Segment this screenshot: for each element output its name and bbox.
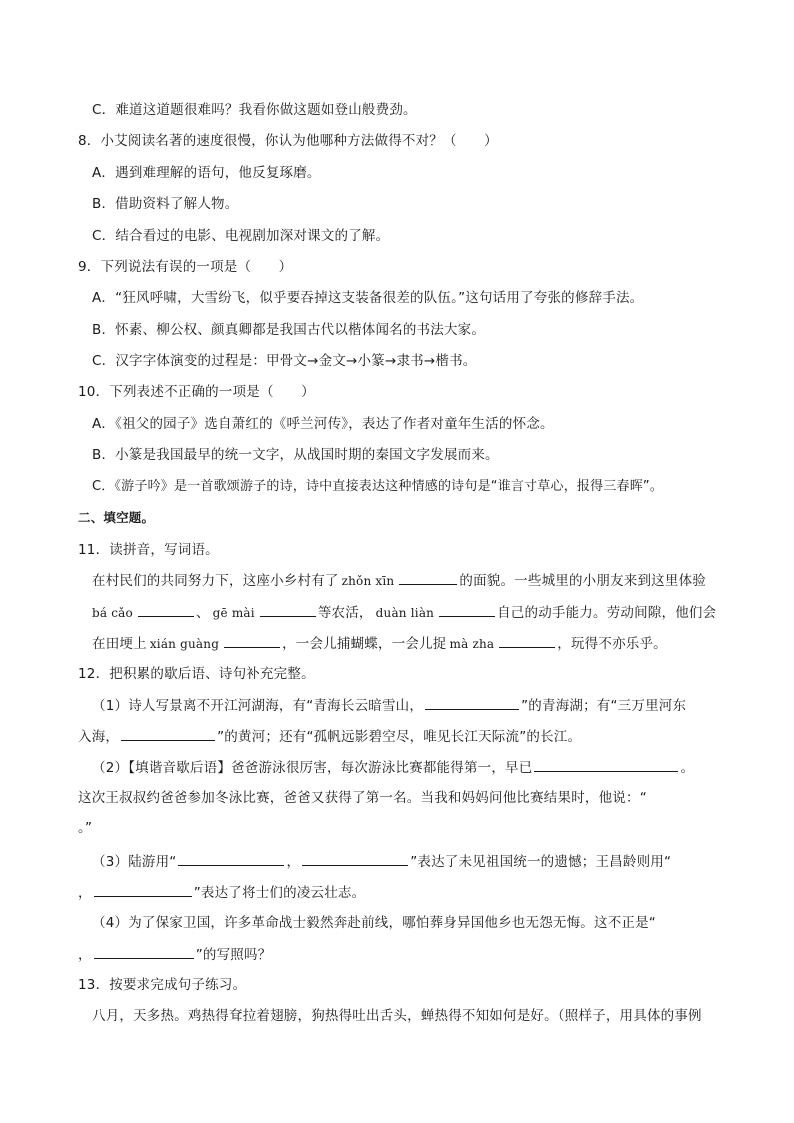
answer-blank[interactable] bbox=[94, 882, 192, 897]
q12-text: ”的黄河；还有“孤帆远影碧空尽，唯见长江天际流”的长江。 bbox=[217, 729, 582, 745]
q13-paragraph: 八月，天多热。鸡热得耷拉着翅膀，狗热得吐出舌头，蝉热得不知如何是好。（照样子，用具体的事例 bbox=[92, 1008, 702, 1024]
q12-part-4-line-2 bbox=[78, 944, 271, 965]
answer-blank[interactable] bbox=[138, 602, 194, 617]
q7-option-c: C．难道这道题很难吗？我看你做这题如登山般费劲。 bbox=[92, 102, 417, 118]
q12-part-2-line-1 bbox=[92, 757, 694, 778]
q8-option-a: A．遇到难理解的语句，他反复琢磨。 bbox=[92, 165, 321, 181]
q12-text: ”的青海湖；有“三万里河东 bbox=[521, 698, 687, 714]
pinyin-prompt: mà zha bbox=[449, 637, 495, 651]
q12-part-2-line-3: 。” bbox=[78, 820, 93, 836]
q11-paragraph-line-2 bbox=[92, 602, 716, 623]
q12-text: （1）诗人写景离不开江河湖海，有“青海长云暗雪山， bbox=[92, 698, 424, 714]
q8-option-c: C．结合看过的电影、电视剧加深对课文的了解。 bbox=[92, 228, 390, 244]
q12-part-1-line-2 bbox=[78, 726, 581, 747]
q12-text: ”表达了未见祖国统一的遗憾；王昌龄则用“ bbox=[410, 854, 672, 870]
section-heading-fill-in: 二、填空题。 bbox=[78, 510, 155, 525]
q11-text: 的面貌。一些城里的小朋友来到这里体验 bbox=[459, 573, 706, 589]
q12-text: ， bbox=[286, 854, 301, 870]
q11-paragraph-line-3 bbox=[92, 633, 667, 654]
q10-option-c: C．《游子吟》是一首歌颂游子的诗，诗中直接表达这种情感的诗句是“谁言寸草心，报得三春晖”。 bbox=[92, 479, 664, 494]
q12-text: ”表达了将士们的凌云壮志。 bbox=[193, 885, 366, 901]
q12-text: （3）陆游用“ bbox=[92, 854, 177, 870]
answer-blank[interactable] bbox=[178, 851, 284, 866]
answer-blank[interactable] bbox=[94, 944, 194, 959]
question-13: 13．按要求完成句子练习。 bbox=[78, 977, 247, 993]
q12-part-3-line-1 bbox=[92, 851, 671, 872]
question-12: 12．把积累的歇后语、诗句补充完整。 bbox=[78, 666, 315, 682]
q11-text: 自己的动手能力。劳动间隙，他们会 bbox=[497, 605, 717, 621]
q12-part-3-line-2 bbox=[78, 882, 365, 903]
answer-blank[interactable] bbox=[439, 602, 495, 617]
q11-text: 在田埂上 bbox=[92, 636, 147, 652]
q12-part-4-line-1: （4）为了保家卫国，许多革命战士毅然奔赴前线，哪怕葬身异国他乡也无怨无悔。这不正是“ bbox=[92, 915, 656, 931]
q11-text: 在村民们的共同努力下，这座小乡村有了 bbox=[92, 573, 339, 589]
q12-text: （2）【填谐音歇后语】爸爸游泳很厉害，每次游泳比赛都能得第一，早已 bbox=[92, 760, 533, 776]
q8-option-b: B．借助资料了解人物。 bbox=[92, 196, 239, 212]
q12-text: ”的写照吗？ bbox=[195, 947, 272, 963]
answer-blank[interactable] bbox=[224, 633, 280, 648]
q11-text: ，一会儿捕蝴蝶，一会儿捉 bbox=[282, 636, 447, 652]
answer-blank[interactable] bbox=[399, 570, 457, 585]
q11-text: ，玩得不亦乐乎。 bbox=[557, 636, 667, 652]
pinyin-prompt: gē mài bbox=[212, 606, 255, 620]
q9-option-b: B．怀素、柳公权、颜真卿都是我国古代以楷体闻名的书法大家。 bbox=[92, 322, 486, 338]
answer-blank[interactable] bbox=[534, 757, 678, 772]
q12-part-1-line-1 bbox=[92, 695, 686, 716]
answer-blank[interactable] bbox=[302, 851, 408, 866]
question-9: 9．下列说法有误的一项是（ ） bbox=[78, 259, 293, 275]
q12-text: 入海， bbox=[78, 729, 120, 745]
q11-text: 、 bbox=[195, 605, 210, 621]
q12-text: ， bbox=[78, 885, 92, 901]
q9-option-a: A．“狂风呼啸，大雪纷飞，似乎要吞掉这支装备很差的队伍。”这句话用了夸张的修辞手法。 bbox=[92, 290, 644, 306]
q10-option-b: B．小篆是我国最早的统一文字，从战国时期的秦国文字发展而来。 bbox=[92, 447, 499, 463]
answer-blank[interactable] bbox=[121, 726, 215, 741]
pinyin-prompt: zhǒn xīn bbox=[341, 574, 395, 588]
answer-blank[interactable] bbox=[260, 602, 316, 617]
pinyin-prompt: duàn liàn bbox=[375, 606, 435, 620]
question-10: 10．下列表述不正确的一项是（ ） bbox=[78, 384, 315, 400]
answer-blank[interactable] bbox=[499, 633, 555, 648]
q11-text: 等农活， bbox=[317, 605, 373, 621]
question-8: 8．小艾阅读名著的速度很慢，你认为他哪种方法做得不对？（ ） bbox=[78, 133, 498, 149]
q11-paragraph-line-1 bbox=[92, 570, 706, 591]
q12-text: ， bbox=[78, 947, 92, 963]
q9-option-c: C．汉字字体演变的过程是：甲骨文→金文→小篆→隶书→楷书。 bbox=[92, 353, 477, 369]
q12-text: 。 bbox=[680, 760, 695, 776]
question-11: 11．读拼音，写词语。 bbox=[78, 542, 219, 558]
pinyin-prompt: bá cǎo bbox=[92, 606, 133, 620]
q10-option-a: A．《祖父的园子》选自萧红的《呼兰河传》，表达了作者对童年生活的怀念。 bbox=[92, 416, 554, 432]
q12-part-2-line-2: 这次王叔叔约爸爸参加冬泳比赛，爸爸又获得了第一名。当我和妈妈问他比赛结果时，他说：“ bbox=[78, 790, 647, 806]
pinyin-prompt: xián guàng bbox=[149, 637, 220, 651]
answer-blank[interactable] bbox=[425, 695, 519, 710]
